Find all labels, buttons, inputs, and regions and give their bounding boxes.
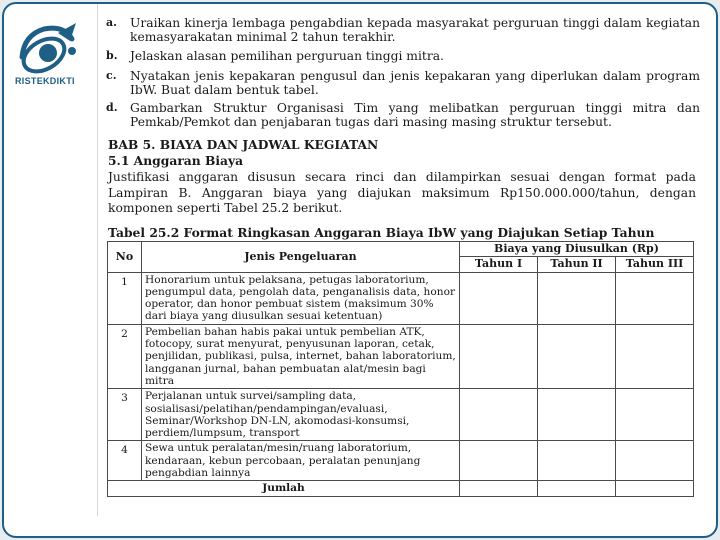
header-biaya: Biaya yang Diusulkan (Rp) — [460, 242, 694, 257]
cell-tahun-1 — [460, 272, 538, 324]
header-tahun-2: Tahun II — [538, 257, 616, 272]
cell-tahun-2 — [538, 272, 616, 324]
row-no: 4 — [108, 441, 142, 481]
row-jenis: Honorarium untuk pelaksana, petugas laboratorium, pengumpul data, pengolah data, penganalisis data, honor operator, dan honor pembuat sistem (maksimum 30% dari biaya yang diusulkan sesuai ketentuan) — [142, 272, 460, 324]
row-jenis: Perjalanan untuk survei/sampling data, sosialisasi/pelatihan/pendampingan/evaluasi, Seminar/Workshop DN-LN, akomodasi-konsumsi, perdiem/lumpsum, transport — [142, 389, 460, 441]
question-text: Uraikan kinerja lembaga pengabdian kepada masyarakat perguruan tinggi dalam kegiatan kemasyarakatan minimal 2 tahun terakhir. — [130, 16, 700, 44]
question-letter: b. — [106, 49, 118, 62]
cell-tahun-2 — [538, 441, 616, 481]
logo-text: RISTEKDIKTI — [15, 76, 75, 86]
question-letter: a. — [106, 16, 117, 29]
row-no: 1 — [108, 272, 142, 324]
question-text: Jelaskan alasan pemilihan perguruan tinggi mitra. — [130, 49, 444, 63]
row-jenis: Pembelian bahan habis pakai untuk pembelian ATK, fotocopy, surat menyurat, penyusunan laporan, cetak, penjilidan, publikasi, pulsa, internet, bahan laboratorium, langganan jurnal, bahan pembuatan alat/mesin bagi mitra — [142, 324, 460, 388]
slide-frame — [2, 2, 718, 538]
question-a — [106, 16, 700, 44]
table-row — [108, 441, 694, 481]
question-text: Gambarkan Struktur Organisasi Tim yang melibatkan perguruan tinggi mitra dan Pemkab/Pemkot dan penjabaran tugas dari masing masing struktur tersebut. — [130, 101, 700, 129]
table-row — [108, 272, 694, 324]
cell-tahun-2 — [538, 389, 616, 441]
header-no: No — [108, 242, 142, 273]
header-jenis: Jenis Pengeluaran — [142, 242, 460, 273]
paragraph: Justifikasi anggaran disusun secara rinci dan dilampirkan sesuai dengan format pada Lampiran B. Anggaran biaya yang diajukan maksimum Rp150.000.000/tahun, dengan komponen seperti Tabel 25.2 berikut. — [108, 170, 696, 215]
row-jenis: Sewa untuk peralatan/mesin/ruang laboratorium, kendaraan, kebun percobaan, peralatan penunjang pengabdian lainnya — [142, 441, 460, 481]
table-caption: Tabel 25.2 Format Ringkasan Anggaran Biaya IbW yang Diajukan Setiap Tahun — [108, 225, 655, 240]
cell-tahun-1 — [460, 324, 538, 388]
cell-tahun-3 — [616, 441, 694, 481]
question-text: Nyatakan jenis kepakaran pengusul dan jenis kepakaran yang diperlukan dalam program IbW. Buat dalam bentuk tabel. — [130, 69, 700, 97]
header-tahun-3: Tahun III — [616, 257, 694, 272]
table-total-row — [108, 481, 694, 496]
question-b — [106, 49, 700, 63]
question-letter: d. — [106, 101, 118, 114]
table-header-row — [108, 242, 694, 257]
table-row — [108, 324, 694, 388]
cell-tahun-3 — [616, 324, 694, 388]
total-tahun-3 — [616, 481, 694, 496]
cell-tahun-1 — [460, 441, 538, 481]
cell-tahun-3 — [616, 389, 694, 441]
chapter-title: BAB 5. BIAYA DAN JADWAL KEGIATAN — [108, 137, 379, 152]
cell-tahun-1 — [460, 389, 538, 441]
document-page — [100, 8, 700, 516]
budget-table — [107, 241, 694, 497]
question-c — [106, 69, 700, 97]
total-tahun-1 — [460, 481, 538, 496]
divider — [97, 4, 98, 516]
total-tahun-2 — [538, 481, 616, 496]
cell-tahun-2 — [538, 324, 616, 388]
row-no: 2 — [108, 324, 142, 388]
section-title: 5.1 Anggaran Biaya — [108, 153, 244, 168]
row-no: 3 — [108, 389, 142, 441]
cell-tahun-3 — [616, 272, 694, 324]
total-label: Jumlah — [108, 481, 460, 496]
question-d — [106, 101, 700, 129]
header-tahun-1: Tahun I — [460, 257, 538, 272]
question-letter: c. — [106, 69, 117, 82]
table-row — [108, 389, 694, 441]
